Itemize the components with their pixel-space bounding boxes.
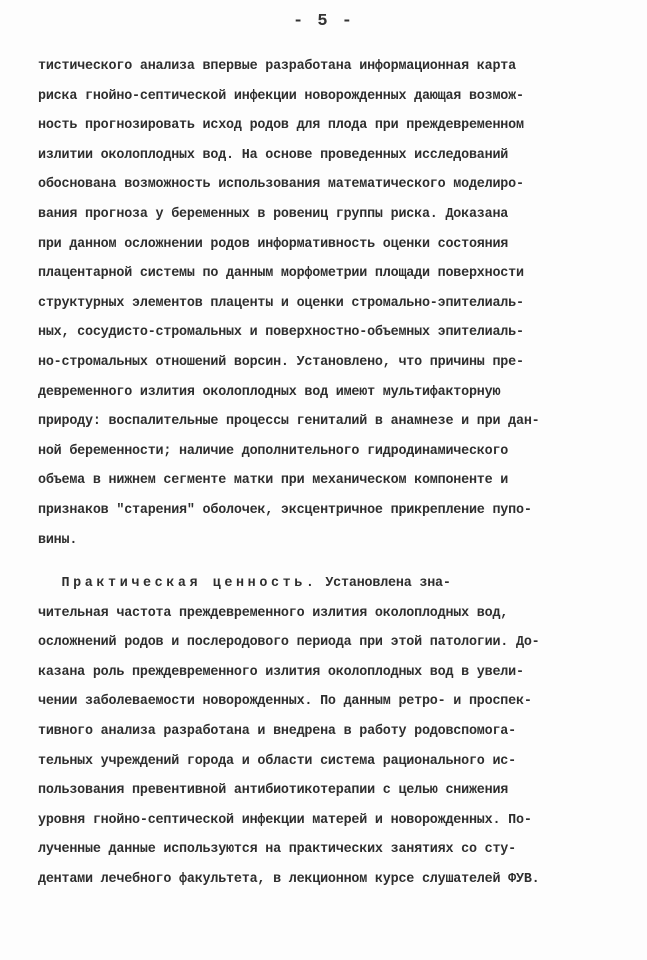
text-line: осложнений родов и послеродового периода при этой патологии. До- [38,635,540,651]
text-line: пользования превентивной антибиотикотерапии с целью снижения [38,783,509,799]
text-line: но-стромальных отношений ворсин. Установлено, что причины пре- [38,354,524,370]
text-line: казана роль преждевременного излития околоплодных вод в увели- [38,664,524,680]
text-line [38,569,618,599]
text-line: девременного излития околоплодных вод имеют мультифакторную [38,384,501,400]
text-line: ной беременности; наличие дополнительного гидродинамического [38,443,509,459]
text-line: дентами лечебного факультета, в лекционном курсе слушателей ФУВ. [38,872,540,888]
text-line: риска гнойно-септической инфекции новорожденных дающая возмож- [38,88,524,104]
section-heading: Практическая ценность. [61,576,318,592]
text-line: ных, сосудисто-стромальных и поверхностно-объемных эпителиаль- [38,325,524,341]
text-line: вины. [38,532,78,548]
text-line: плацентарной системы по данным морфометрии площади поверхности [38,266,524,282]
text-line: структурных элементов плаценты и оценки стромально-эпителиаль- [38,295,524,311]
text-line: обоснована возможность использования математического моделиро- [38,177,524,193]
paragraph-gap [38,555,618,569]
text-line: излитии околоплодных вод. На основе проведенных исследований [38,147,509,163]
paragraph-2 [38,569,618,895]
text-line: вания прогноза у беременных в ровениц группы риска. Доказана [38,206,509,222]
paragraph-1 [38,52,618,555]
text-line: уровня гнойно-септической инфекции матерей и новорожденных. По- [38,812,532,828]
page-number: - 5 - [292,12,354,31]
text-line: признаков "старения" оболочек, эксцентричное прикрепление пупо- [38,502,532,518]
text-line: тистического анализа впервые разработана информационная карта [38,59,516,74]
text-fragment: Установлена зна- [317,576,451,592]
document-body [38,52,618,895]
text-line: лученные данные используются на практических занятиях со сту- [38,842,516,858]
text-line: тивного анализа разработана и внедрена в работу родовспомога- [38,724,516,740]
text-line: чительная частота преждевременного излития околоплодных вод, [38,605,509,621]
text-line: объема в нижнем сегменте матки при механическом компоненте и [38,473,509,489]
text-line: природу: воспалительные процессы гениталий в анамнезе и при дан- [38,414,540,430]
text-line: при данном осложнении родов информативность оценки состояния [38,236,509,252]
text-line: чении заболеваемости новорожденных. По данным ретро- и проспек- [38,694,532,710]
text-line: тельных учреждений города и области система рационального ис- [38,753,516,769]
text-line: ность прогнозировать исход родов для плода при преждевременном [38,118,524,134]
